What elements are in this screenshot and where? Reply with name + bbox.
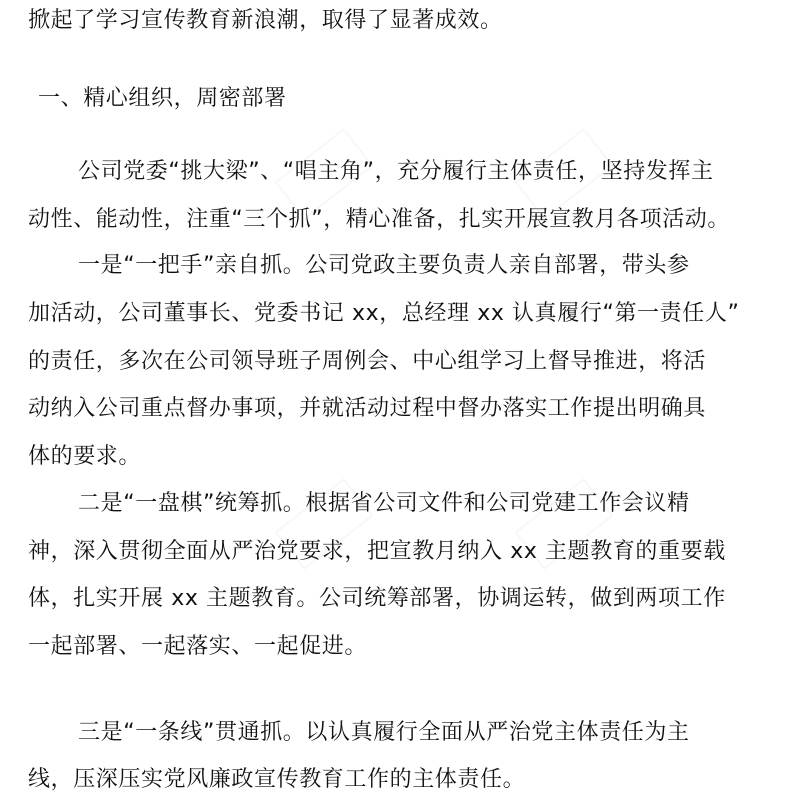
paragraph-line: 一是“一把手”亲自抓。公司党政主要负责人亲自部署，带头参: [78, 253, 690, 278]
paragraph-line: 线，压深压实党风廉政宣传教育工作的主体责任。: [28, 767, 526, 792]
paragraph-line: 体的要求。: [28, 444, 142, 469]
paragraph-line: 神，深入贯彻全面从严治党要求，把宣教月纳入 xx 主题教育的重要载: [28, 539, 726, 564]
paragraph-line: 公司党委“挑大梁”、“唱主角”，充分履行主体责任，坚持发挥主: [78, 159, 714, 184]
paragraph-line: 的责任，多次在公司领导班子周例会、中心组学习上督导推进，将活: [28, 349, 707, 374]
paragraph-line: 体，扎实开展 xx 主题教育。公司统筹部署，协调运转，做到两项工作: [28, 586, 726, 611]
section-heading: 一、精心组织，周密部署: [38, 86, 287, 111]
paragraph-line: 掀起了学习宣传教育新浪潮，取得了显著成效。: [28, 8, 503, 33]
paragraph-line: 动性、能动性，注重“三个抓”，精心准备，扎实开展宣教月各项活动。: [28, 207, 730, 232]
paragraph-line: 三是“一条线”贯通抓。以认真履行全面从严治党主体责任为主: [78, 720, 690, 745]
paragraph-line: 加活动，公司董事长、党委书记 xx，总经理 xx 认真履行“第一责任人”: [28, 301, 740, 326]
paragraph-line: 一起部署、一起落实、一起促进。: [28, 634, 368, 659]
paragraph-line: 二是“一盘棋”统筹抓。根据省公司文件和公司党建工作会议精: [78, 491, 690, 516]
paragraph-line: 动纳入公司重点督办事项，并就活动过程中督办落实工作提出明确具: [28, 396, 707, 421]
